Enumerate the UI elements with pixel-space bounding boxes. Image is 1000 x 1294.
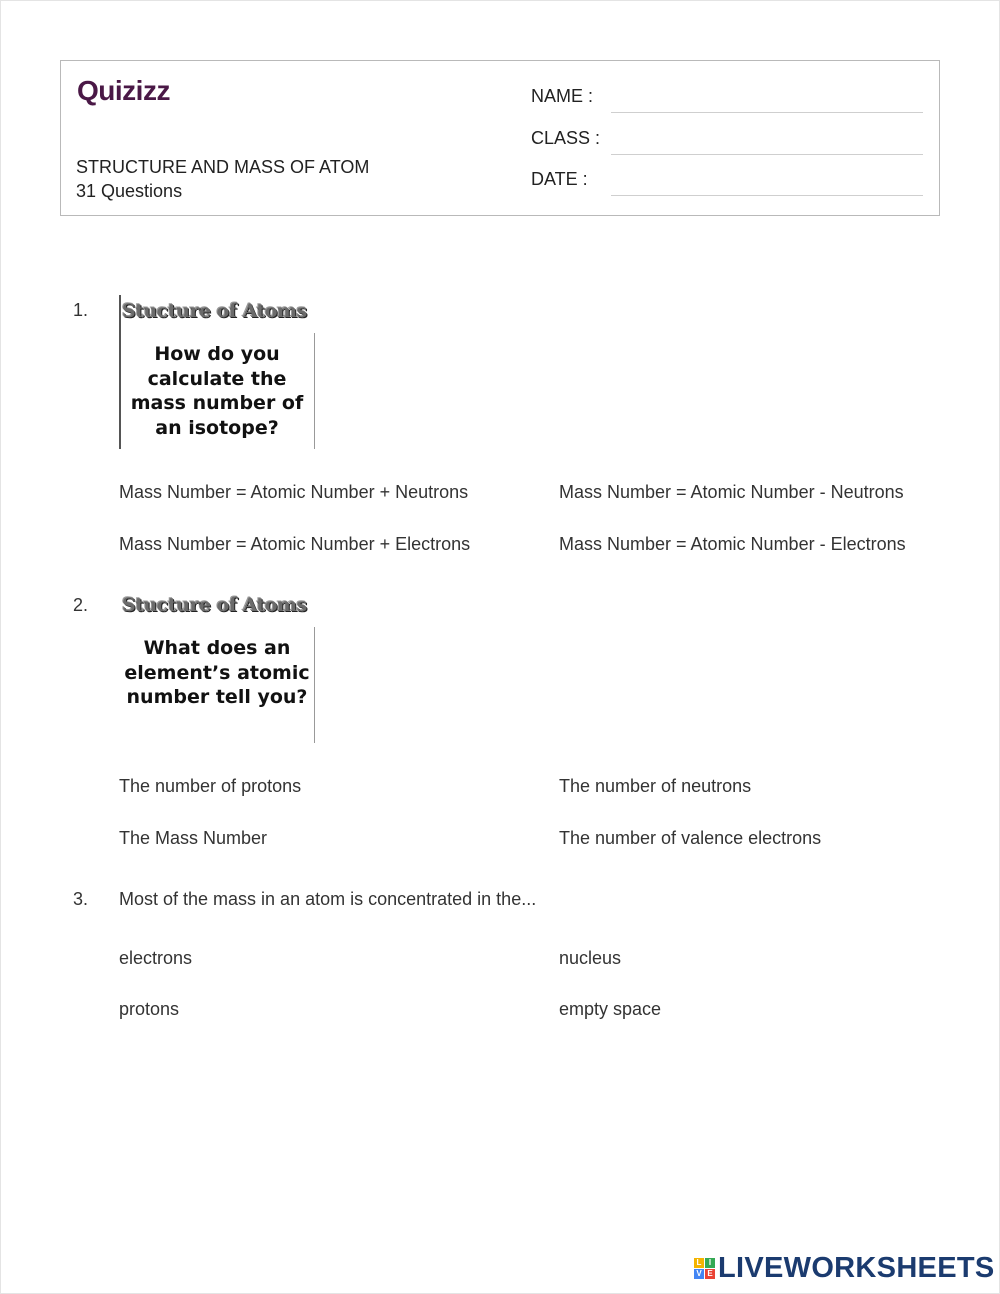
class-label: CLASS : — [531, 128, 601, 148]
question-3-number: 3. — [73, 889, 89, 909]
question-3-text: Most of the mass in an atom is concentrated in the... — [119, 889, 537, 909]
worksheet-title: STRUCTURE AND MASS OF ATOM — [76, 157, 370, 177]
question-1-option-a[interactable]: Mass Number = Atomic Number + Neutrons — [119, 482, 469, 502]
question-count: 31 Questions — [76, 181, 183, 201]
date-input-line[interactable] — [611, 195, 923, 196]
question-1-image — [119, 295, 315, 449]
liveworksheets-blocks-icon: L I V E — [694, 1258, 716, 1280]
question-1-option-d[interactable]: Mass Number = Atomic Number - Electrons — [559, 534, 906, 554]
question-2-image-banner: Stucture of Atoms — [122, 594, 307, 616]
question-1-image-text: How do you calculate the mass number of an isotope? — [130, 343, 304, 439]
name-label: NAME : — [531, 86, 594, 106]
question-3-option-a[interactable]: electrons — [119, 948, 193, 968]
liveworksheets-wordmark: LIVEWORKSHEETS — [718, 1252, 995, 1284]
date-label: DATE : — [531, 169, 588, 189]
question-2-option-a[interactable]: The number of protons — [119, 776, 302, 796]
quizizz-logo: Quizizz — [77, 75, 170, 106]
question-1-option-b[interactable]: Mass Number = Atomic Number - Neutrons — [559, 482, 904, 502]
question-2-option-c[interactable]: The Mass Number — [119, 828, 268, 848]
class-input-line[interactable] — [611, 154, 923, 155]
worksheet-header — [60, 60, 940, 216]
question-3-option-d[interactable]: empty space — [559, 999, 662, 1019]
question-3-option-b[interactable]: nucleus — [559, 948, 622, 968]
question-1-option-c[interactable]: Mass Number = Atomic Number + Electrons — [119, 534, 471, 554]
question-2-number: 2. — [73, 595, 89, 615]
question-3-option-c[interactable]: protons — [119, 999, 180, 1019]
question-2-image-text: What does an element’s atomic number tell you? — [124, 637, 310, 708]
name-input-line[interactable] — [611, 112, 923, 113]
question-1-image-banner: Stucture of Atoms — [122, 300, 307, 322]
question-2-option-d[interactable]: The number of valence electrons — [559, 828, 822, 848]
question-2-option-b[interactable]: The number of neutrons — [559, 776, 752, 796]
question-2-image — [119, 589, 315, 743]
question-1-number: 1. — [73, 300, 89, 320]
